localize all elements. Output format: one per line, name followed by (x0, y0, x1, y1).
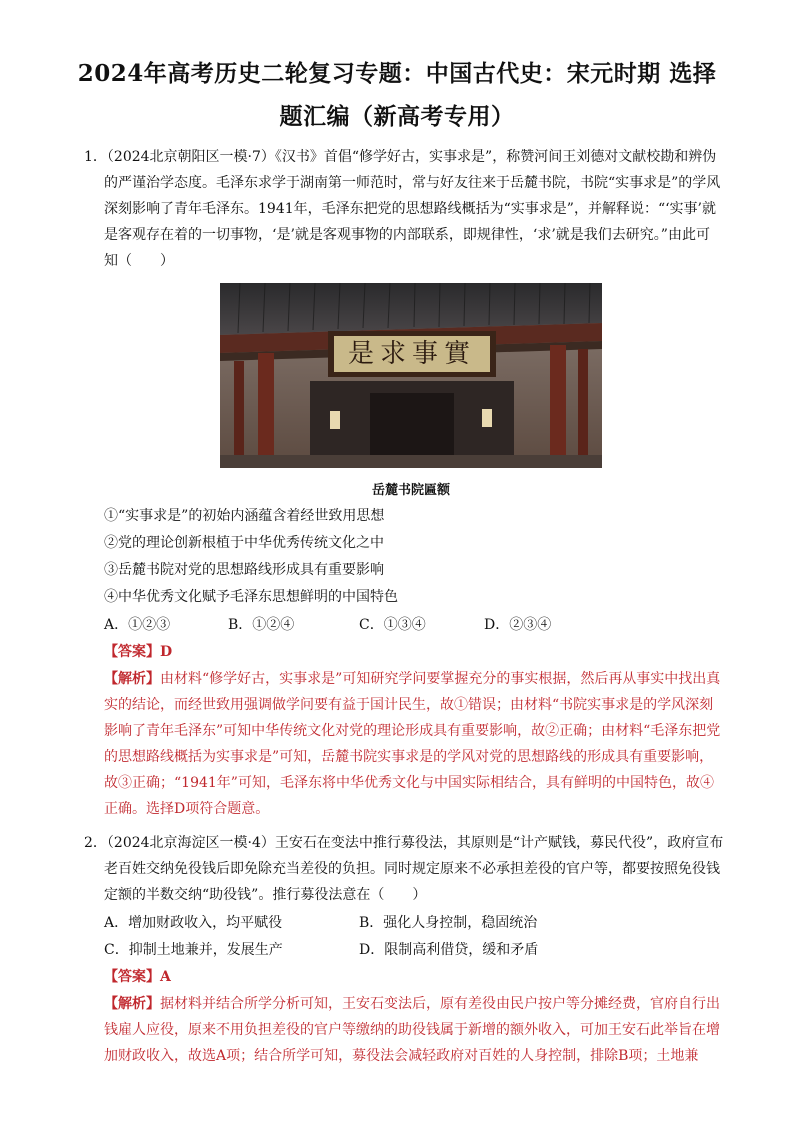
q1-analysis-line-4: 的思想路线概括为实事求是”可知，岳麓书院实事求是的学风对党的思想路线的形成具有重要影响， (104, 749, 714, 765)
q1-analysis-line-2: 实的结论，而经世致用强调做学问要有益于国计民生，故①错误；由材料“书院实事求是的学风深刻 (104, 697, 714, 713)
q2-option-a[interactable]: A．增加财政收入，均平赋役 (104, 915, 283, 931)
q2-analysis-line-2: 钱雇人应役，原来不用负担差役的官户等缴纳的助役钱属于新增的额外收入，可加王安石此举旨在增 (104, 1022, 720, 1038)
q1-analysis-line-3: 影响了青年毛泽东”可知中华传统文化对党的理论形成具有重要影响，故②正确；由材料“毛泽东把党 (104, 723, 721, 739)
q2-option-c[interactable]: C．抑制土地兼并，发展生产 (104, 942, 283, 958)
q2-analysis-label: 【解析】 (104, 996, 160, 1012)
q2-analysis-line-1 (104, 993, 720, 1013)
photo-caption: 岳麓书院匾额 (371, 483, 450, 498)
q1-option-a[interactable]: A．①②③ (104, 617, 171, 633)
q2-answer: 【答案】A (104, 969, 171, 985)
q1-stem-line-1: 1．（2024北京朝阳区一模·7）《汉书》首倡“修学好古，实事求是”，称赞河间王刘德对文献校勘和辨伪 (84, 149, 717, 165)
q1-statement-4: ④中华优秀文化赋予毛泽东思想鲜明的中国特色 (104, 589, 398, 605)
q2-stem-line-2: 老百姓交纳免役钱后即免除充当差役的负担。同时规定原来不必承担差役的官户等，都要按照免役钱 (104, 861, 720, 877)
q1-answer: 【答案】D (104, 644, 173, 660)
q2-stem-line-1: 2．（2024北京海淀区一模·4）王安石在变法中推行募役法，其原则是“计产赋钱，募民代役”，政府宣布 (84, 835, 724, 851)
document-title-line-2: 题汇编（新高考专用） (279, 103, 515, 130)
q1-analysis-label: 【解析】 (104, 671, 160, 687)
q2-analysis-text-1: 据材料并结合所学分析可知，王安石变法后，原有差役由民户按户等分摊经费，官府自行出 (160, 996, 720, 1012)
q1-stem-line-3: 深刻影响了青年毛泽东。1941年，毛泽东把党的思想路线概括为“实事求是”，并解释说：“‘实事’就 (104, 201, 716, 217)
q1-stem-line-2: 的严谨治学态度。毛泽东求学于湖南第一师范时，常与好友往来于岳麓书院，书院“实事求是”的学风 (104, 175, 721, 191)
q1-analysis-line-1 (104, 668, 720, 688)
yuelu-academy-plaque-photo (220, 283, 602, 468)
q2-stem-line-3: 定额的半数交纳“助役钱”。推行募役法意在（ ） (104, 887, 427, 903)
q1-stem-line-4: 是客观存在着的一切事物，‘是’就是客观事物的内部联系，即规律性，‘求’就是我们去研究。”由此可 (104, 227, 710, 243)
q1-statement-2: ②党的理论创新根植于中华优秀传统文化之中 (104, 535, 384, 551)
q1-analysis-text-1: 由材料“修学好古，实事求是”可知研究学问要掌握充分的事实根据，然后再从事实中找出真 (160, 671, 721, 687)
q1-option-c[interactable]: C．①③④ (359, 617, 426, 633)
q1-stem-line-5: 知（ ） (104, 253, 174, 269)
q2-option-b[interactable]: B．强化人身控制，稳固统治 (359, 915, 538, 931)
q2-option-d[interactable]: D．限制高利借贷，缓和矛盾 (359, 942, 539, 958)
plaque-inscription: 是求事實 (347, 339, 476, 369)
q1-statement-1: ①“实事求是”的初始内涵蕴含着经世致用思想 (104, 508, 385, 524)
document-title-line-1: 2024年高考历史二轮复习专题：中国古代史：宋元时期 选择 (77, 60, 717, 87)
q1-option-d[interactable]: D．②③④ (484, 617, 552, 633)
q1-statement-3: ③岳麓书院对党的思想路线形成具有重要影响 (104, 562, 384, 578)
q1-analysis-line-6: 正确。选择D项符合题意。 (104, 801, 270, 817)
q2-analysis-line-3: 加财政收入，故选A项；结合所学可知，募役法会减轻政府对百姓的人身控制，排除B项；土地兼 (104, 1048, 699, 1064)
q1-option-b[interactable]: B．①②④ (228, 617, 295, 633)
q1-analysis-line-5: 故③正确；“1941年”可知，毛泽东将中华优秀文化与中国实际相结合，具有鲜明的中国特色，故④ (104, 775, 714, 791)
